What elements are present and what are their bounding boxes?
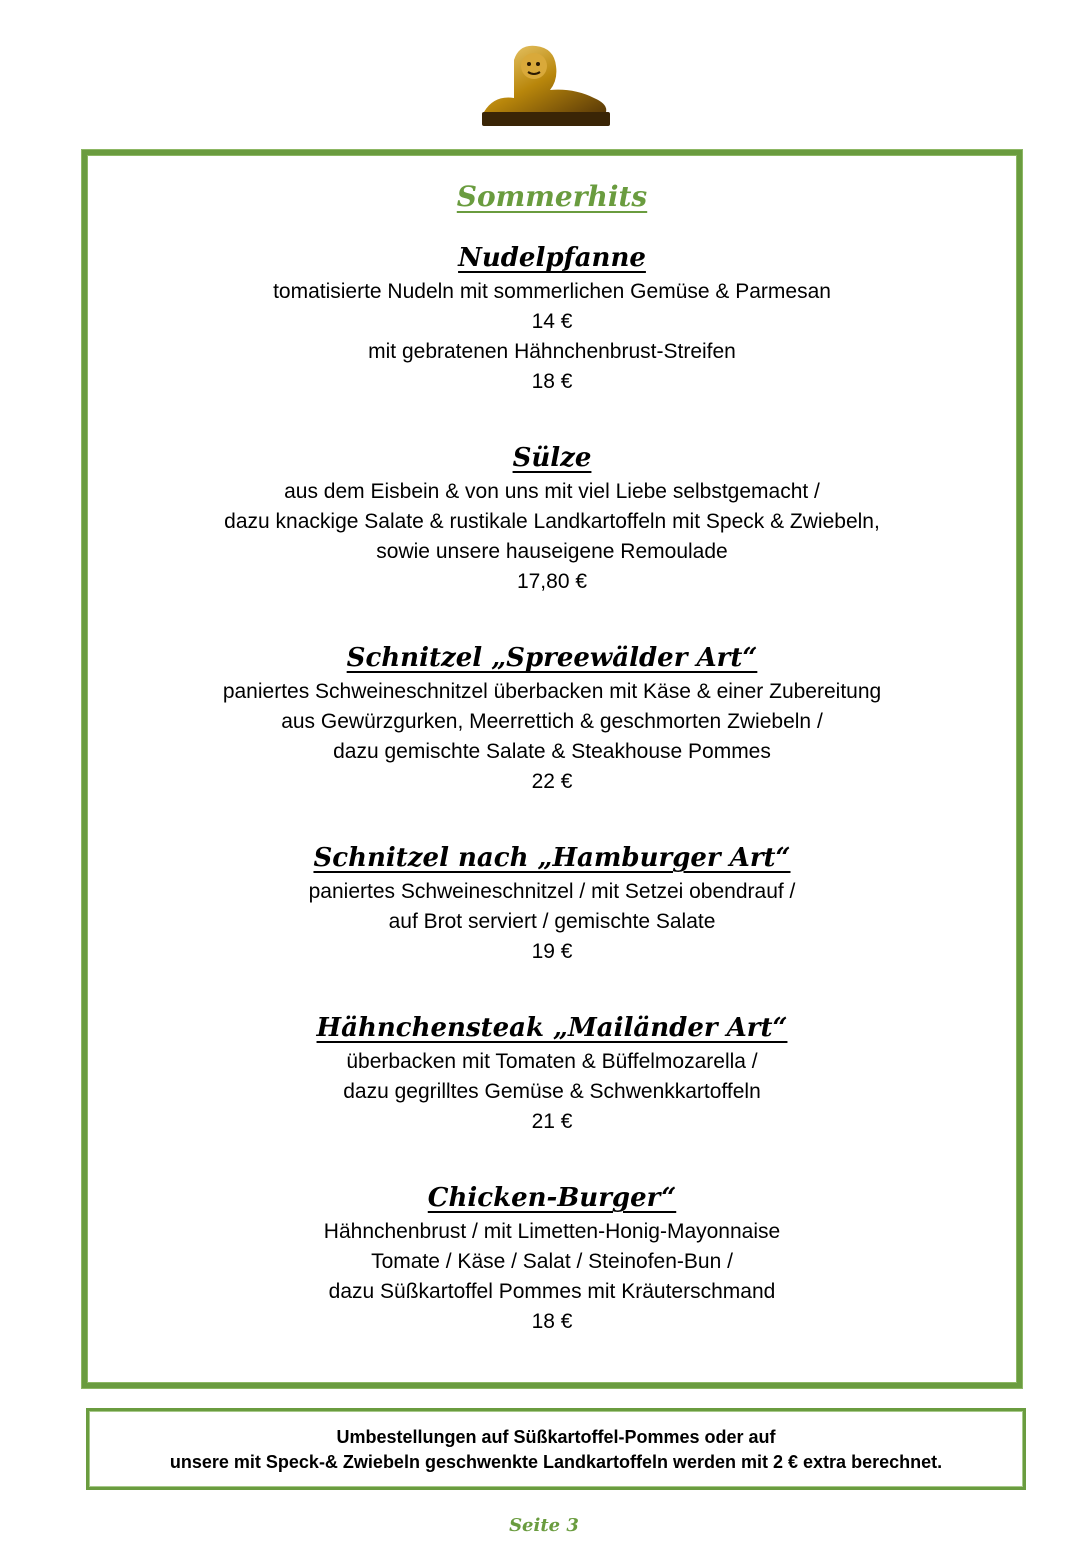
dish-description: auf Brot serviert / gemischte Salate xyxy=(388,910,716,933)
dish-description: tomatisierte Nudeln mit sommerlichen Gemüse & Parmesan xyxy=(273,280,831,303)
dish-description: Tomate / Käse / Salat / Steinofen-Bun / xyxy=(371,1250,733,1273)
dish-price: 19 € xyxy=(531,940,573,963)
dish-title: Nudelpfanne xyxy=(458,243,646,273)
dish-price: 17,80 € xyxy=(516,570,588,593)
dish-description: sowie unsere hauseigene Remoulade xyxy=(376,540,728,563)
dish-description: aus dem Eisbein & von uns mit viel Liebe selbstgemacht / xyxy=(284,480,820,503)
dish-description: aus Gewürzgurken, Meerrettich & geschmorten Zwiebeln / xyxy=(281,710,823,733)
page-number: Seite 3 xyxy=(509,1515,579,1536)
dish-description: paniertes Schweineschnitzel / mit Setzei obendrauf / xyxy=(308,880,796,903)
dish-schnitzel-spreewald xyxy=(82,643,1022,797)
dish-price: 14 € xyxy=(531,310,573,333)
dish-description: paniertes Schweineschnitzel überbacken mit Käse & einer Zubereitung xyxy=(222,680,882,703)
dish-title: Schnitzel nach „Hamburger Art“ xyxy=(313,843,791,873)
dish-price: 21 € xyxy=(531,1110,573,1133)
dish-description: dazu gemischte Salate & Steakhouse Pommes xyxy=(333,740,771,763)
dish-title: Chicken-Burger“ xyxy=(427,1183,677,1213)
dish-extra: mit gebratenen Hähnchenbrust-Streifen xyxy=(368,340,736,363)
dish-suelze xyxy=(82,443,1022,597)
dish-title: Hähnchensteak „Mailänder Art“ xyxy=(316,1013,788,1043)
dish-title: Schnitzel „Spreewälder Art“ xyxy=(346,643,758,673)
note-line: Umbestellungen auf Süßkartoffel-Pommes oder auf xyxy=(336,1427,776,1447)
note-line: unsere mit Speck-& Zwiebeln geschwenkte Landkartoffeln werden mit 2 € extra berechnet. xyxy=(169,1452,943,1472)
dish-price: 22 € xyxy=(531,770,573,793)
dish-price: 18 € xyxy=(531,1310,573,1333)
dish-description: dazu gegrilltes Gemüse & Schwenkkartoffeln xyxy=(343,1080,761,1103)
menu-content xyxy=(82,150,1022,1337)
dish-description: überbacken mit Tomaten & Büffelmozarella / xyxy=(346,1050,758,1073)
dish-chicken-burger xyxy=(82,1183,1022,1337)
dish-description: Hähnchenbrust / mit Limetten-Honig-Mayonnaise xyxy=(323,1220,781,1243)
dish-schnitzel-hamburg xyxy=(82,843,1022,967)
dish-description: dazu Süßkartoffel Pommes mit Kräuterschmand xyxy=(328,1280,776,1303)
page-title: Sommerhits xyxy=(456,180,648,213)
dish-description: dazu knackige Salate & rustikale Landkartoffeln mit Speck & Zwiebeln, xyxy=(224,510,880,533)
dish-nudelpfanne xyxy=(82,243,1022,397)
surcharge-note xyxy=(86,1425,1026,1475)
dish-haehnchensteak xyxy=(82,1013,1022,1137)
lion-statue-icon xyxy=(474,40,614,128)
dish-extra-price: 18 € xyxy=(531,370,573,393)
dish-title: Sülze xyxy=(512,443,592,473)
